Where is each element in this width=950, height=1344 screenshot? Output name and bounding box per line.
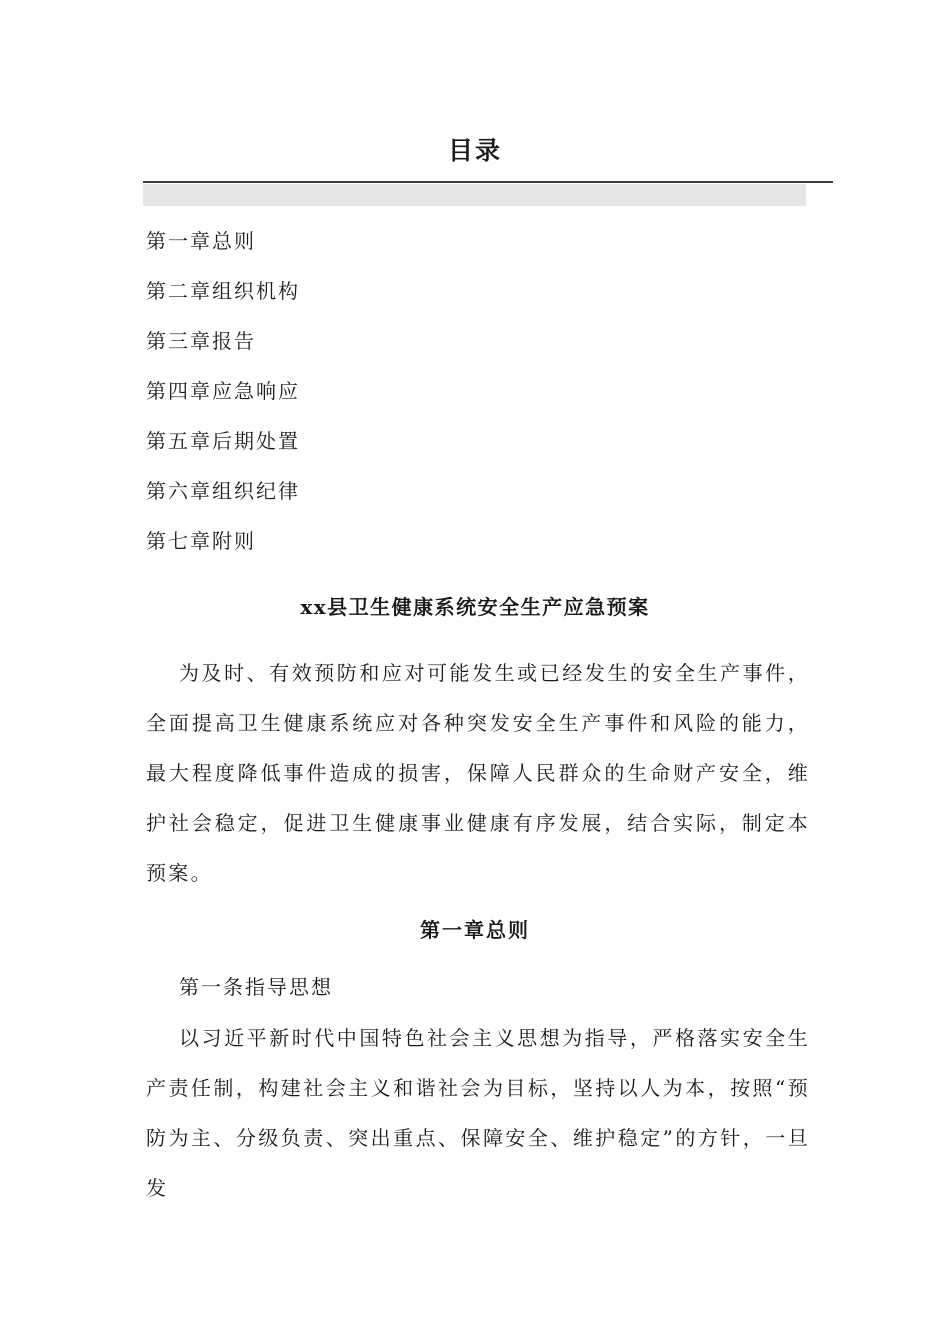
document-title: xx县卫生健康系统安全生产应急预案 — [300, 595, 650, 619]
chapter-1-heading: 第一章总则 — [420, 918, 530, 942]
intro-paragraph: 为及时、有效预防和应对可能发生或已经发生的安全生产事件，全面提高卫生健康系统应对各种突发安全生产事件和风险的能力，最大程度降低事件造成的损害，保障人民群众的生命财产安全，维护社会稳定，促进卫生健康事业健康有序发展，结合实际，制定本预案。 — [146, 661, 810, 885]
toc-item-chapter-2: 第二章组织机构 — [146, 279, 300, 303]
toc-item-chapter-7: 第七章附则 — [146, 529, 256, 553]
toc-list — [146, 226, 300, 576]
toc-item-chapter-4: 第四章应急响应 — [146, 379, 300, 403]
toc-title: 目录 — [447, 136, 502, 165]
article-1-heading: 第一条指导思想 — [179, 975, 333, 999]
toc-item-chapter-6: 第六章组织纪律 — [146, 479, 300, 503]
toc-item-chapter-1: 第一章总则 — [146, 229, 256, 253]
toc-item-chapter-3: 第三章报告 — [146, 329, 256, 353]
article-1-body: 以习近平新时代中国特色社会主义思想为指导，严格落实安全生产责任制，构建社会主义和谐社会为目标，坚持以人为本，按照“预防为主、分级负责、突出重点、保障安全、维护稳定”的方针，一旦发 — [146, 1026, 810, 1200]
toc-item-chapter-5: 第五章后期处置 — [146, 429, 300, 453]
toc-shaded-band — [143, 184, 806, 206]
toc-divider — [143, 181, 833, 183]
